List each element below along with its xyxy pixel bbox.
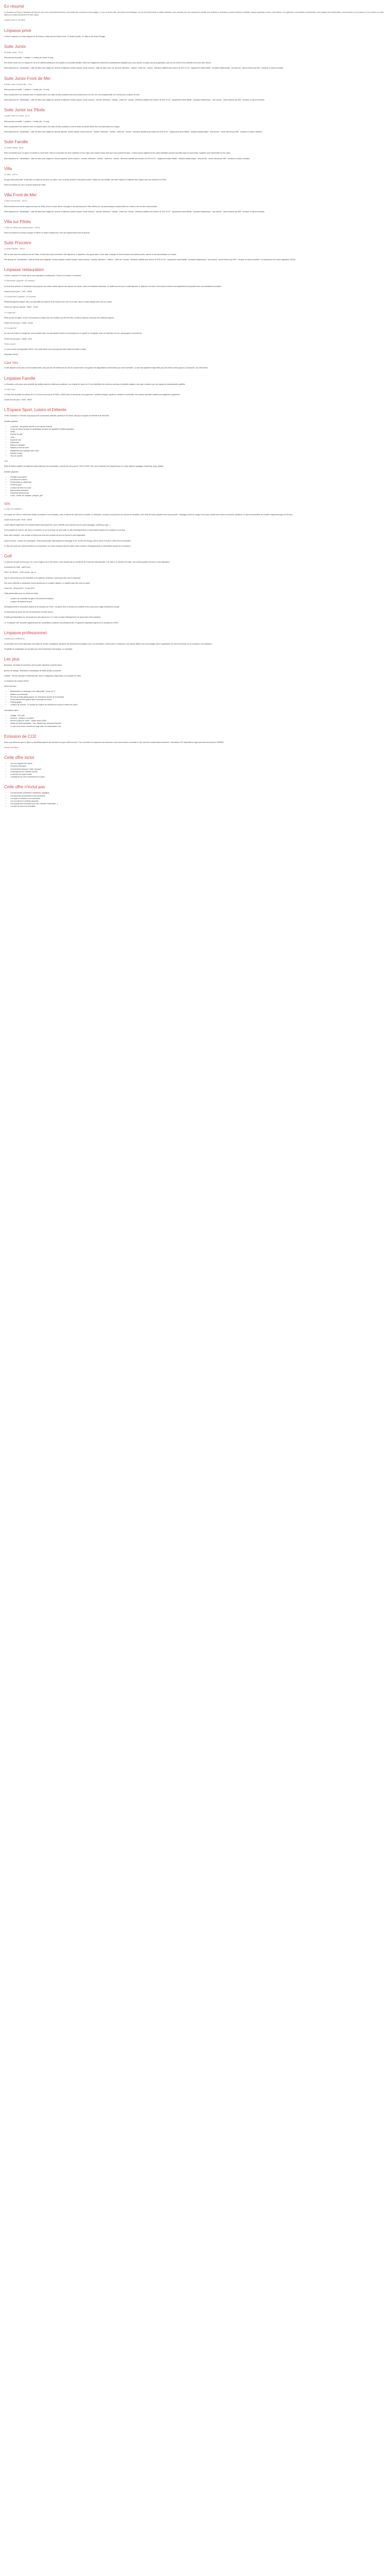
restauration-intro: L'Hôtel Coralisant La Presse met à votre disposition 3 restaurants, 2 bars et un service en chambre. — [4, 275, 82, 277]
restaurant-5-hours: Disponible 24h/24 — [4, 353, 19, 356]
list-item: • Médecin sur demande — [10, 693, 387, 696]
suite-junior-pilotis-desc: Elles comprennent une chambre avec un espace salon, une salle de bains privative et une terrasse sur pilotis offrant une vue imprenable sur le lagon. — [4, 125, 120, 128]
section-cave — [4, 361, 387, 369]
list-item: • Équipement pour plongée avec tuba — [10, 450, 387, 452]
suite-junior-pilotis-title: Suite Junior sur Pilotis — [4, 108, 45, 113]
en-resume-note: Loading Hotel Al The Marel — [4, 19, 25, 22]
en-resume-text: Le Domaine de Pierre & Vacances est situé au cœur d'un environnement boisé, à proximité des commerces et des plages, à 1 km du centre-ville. Aux portes de la Bretagne, sur la côte d'Émeraude, la station balnéaire vous accueille pour des vacances en famille avec activités et animations, piscine extérieure chauffée, espace aquatique couvert, club enfants. Les logements, confortables et fonctionnels, sont équipés d'une kitchenette, d'une terrasse ou d'un balcon, et vous offrent un cadre idéal pour profiter pleinement de votre séjour. — [4, 11, 384, 16]
golf-line-8: La réservation du green-fee est recommandée en haute saison. — [4, 611, 54, 614]
list-item: • Les assurances (annulation, assistance, bagages) — [10, 792, 387, 794]
restaurant-1-name: "Le Barracuda" (capacité : 80 couverts) — [4, 280, 35, 282]
suite-junior-subtitle: 40 Suites Junior - 33 m² — [4, 51, 23, 54]
list-item: • Catamaran — [10, 442, 387, 444]
villa-desc: Du type villa individuelle, la villa offre un cadre de vie privé, au calme, avec un jardin privatif et une piscine privée. Idéale pour les familles, elle offre l'espace et l'intimité d'une maison avec les services d'un hôtel. — [4, 179, 167, 181]
suite-junior-pilotis-subtitle: 4 Suites Junior sur Pilotis - 92 m² — [4, 115, 30, 117]
en-resume-title: En résumé — [4, 4, 24, 9]
suite-junior-mer-subtitle: 8 Suites Junior Front de Mer - 70 m² — [4, 83, 32, 86]
plus-line-4: La réception est ouverte 24h/24 — [4, 680, 29, 682]
suite-famille-title: Suite Famille — [4, 140, 28, 145]
restaurant-1-desc: Au bord de la piscine, ce restaurant vous propose une cuisine variée inspirée des saveurs du monde, dans une ambiance détendue. Un buffet est servi pour le petit-déjeuner, le déjeuner et le dîner. Des soirées à thème sont régulièrement proposées avec des animations musicales. — [4, 285, 222, 287]
list-item: • 2 piscines : une grande piscine et une piscine enfants — [10, 426, 387, 428]
suite-junior-mer-desc: Elles comprennent une chambre avec un espace salon, une salle de bains privative avec une terrasse face à la mer, une vue exceptionnelle sur l'océan pour un séjour de rêve. — [4, 94, 140, 96]
list-item: • Les repas et boissons non mentionnés — [10, 798, 387, 800]
list-item: • Excursions en bateau — [10, 479, 387, 481]
list-item: • Practice de golf — [10, 433, 387, 436]
list-item: • Location de voitures : Le bureau de location de véhicules se trouve à l'entrée de l'hôtel — [10, 704, 387, 706]
restaurant-4-desc: Au cœur de l'hôtel, le Lounge Bar vous accueille dans une atmosphère feutrée et conviviale pour un apéritif ou un digestif, avec une sélection de vins, champagnes et alcools fins. — [4, 332, 142, 335]
golf-line-9: Forfaits golf disponibles sur demande pour des séjours de 3 à 7 nuits, incluant l'hébergement, les green-fees et les transferts. — [4, 616, 101, 619]
section-suite-princiere — [4, 241, 387, 261]
list-item: • Voltage : 220 volts — [10, 715, 387, 717]
list-item: • Bateaux à pédales — [10, 444, 387, 447]
kids-club-desc: Le Kids Club accueille les enfants de 4 à 12 ans tous les jours de 9h00 à 18h00 (sauf le dimanche). Au programme : activités ludiques, sportives, créatives et culturelles. Des soirées spéciales enfants sont également organisées. — [4, 393, 181, 396]
section-offre-exclut — [4, 785, 387, 808]
spa-note-4: Autres services : service de conciergerie, réveil personnalisé, blanchisserie et nettoyage à sec, service de change, prêt de livres et de jeux, coffre-fort à la réception. — [4, 539, 132, 542]
suite-princiere-subtitle: La Suite Princière - 265 m² — [4, 248, 25, 250]
golf-line-10: Le "Coralisant Golf" accueille régulièrement des compétitions amateurs et professionnelles. Programme disponible auprès de la réception de l'hôtel. — [4, 621, 119, 624]
suite-famille-equip: Elles disposent de : climatisation - salle de bains avec baignoire, douche séparée, sèche-cheveux - armoire, téléviseur - minibar - coffre-fort - bureau - télévision satellite avec lecteur de DVD et CD - équipement haute fidélité - réception téléphonique - mini-service - accès Internet par WiFi - terrasse ou balcon meublés. — [4, 157, 250, 160]
golf-line-4: Des cours collectifs ou particuliers sont proposés par un moniteur diplômé. Le matériel peut être loué sur place. — [4, 582, 90, 584]
restaurant-3-desc: Situé au bord du lagon, ce bar vous propose un large choix de cocktails, jus de fruits frais, et autres boissons, ainsi que des collations légères. — [4, 316, 115, 319]
suite-junior-pilotis-capacity: Elles peuvent accueillir : 2 adultes + 1 enfant (de - 12 ans) — [4, 120, 50, 123]
list-item: • Accès Internet WiFi gratuit dans l'ensemble de l'hôtel — [10, 699, 387, 701]
list-item: • Arrivée à partir de 14h00 - Départ avant 12h00 — [10, 720, 387, 722]
restaurant-4-hours: Ouvert tous les jours : 18h00 - 1h00 — [4, 337, 32, 340]
suite-junior-capacity: Elles peuvent accueillir : 2 adultes + 1 enfant (de moins 12 ans) — [4, 57, 54, 59]
pro-note: Possibilité de privatisation du Domaine pour des événements d'envergure, sur demande. — [4, 648, 73, 651]
cave-text: L'hôtel dispose d'une cave à vins exceptionnelle, avec plus de 400 références de vins du monde entier, et organise des dégustations commentées par notre sommelier. La cave est également disponible pour des dîners privés jusqu'à 12 personnes. Sur réservation. — [4, 367, 208, 369]
piscine-title: Lmpasse privé — [4, 28, 31, 33]
section-suite-junior-mer — [4, 76, 387, 102]
suite-princiere-title: Suite Princière — [4, 241, 31, 246]
list-item: • Volley — [10, 431, 387, 433]
spa-desc: Un espace de 1000 m² entièrement dédié à la beauté et à la relaxation, avec 8 cabines de soins dont 2 doubles, un hammam, un sauna, un jacuzzi et une piscine de relaxation. Une carte de soins complète vous est proposée : massages, soins du visage et du corps, beauté des mains et des pieds, épilations. Le Spa est accessible aux adultes uniquement (plus de 16 ans). — [4, 513, 293, 516]
list-item: • Bateaux à fond de verre — [10, 447, 387, 449]
list-item: • Les dépenses personnelles et les pourboires — [10, 795, 387, 798]
villa-note: Elles sont situées au cœur du jardin tropical de l'hôtel. — [4, 184, 46, 187]
section-famille — [4, 376, 387, 402]
suite-junior-equip: Elles disposent de : climatisation - salle de bains avec baignoire, douche à l'italienne, double vasque, sèche-cheveux - salle de bains avec vue, armoire, télévision - minibar - coffre-fort - bureau - télévision satellite avec lecteur de DVD et CD - équipement haute fidélité - réception téléphonique - mini-service - accès Internet par WiFi - terrasse ou balcon meublés. — [4, 67, 284, 70]
restaurant-1-hours: Ouvert tous les jours : 7h00 - 22h30 — [4, 290, 32, 293]
spa-note-2: Il est possible de réserver des soins en chambre ou sur la terrasse de votre suite ou villa. Renseignements et réservations auprès de la réception ou du Spa. — [4, 529, 126, 532]
golf-text: Le parcours de golf 18 trous (par 72), d'une longueur de 6 200 mètres, a été dessiné par un architecte de renommée internationale. Il se situe à 10 minutes de l'hôtel, une navette gratuite est mise à votre disposition. — [4, 561, 170, 564]
emission-text: Nous vous informons que le séjour en Martinique génère des émissions de gaz à effet de serre. Pour connaître et compenser ces émissions, nous vous invitons à consulter le site www.info-compensation-carbone.fr. Calculateur CO2 disponible en ligne (données fournies par l'ADEME). — [4, 741, 224, 743]
sport-loisirs-title: L'Espace Sport, Loisirs et Détente — [4, 408, 67, 413]
suite-famille-desc: Elles sont idéales pour un séjour en famille ou entre amis. Elles se composent de deux chambres et d'un salon avec espace repas, ainsi que d'une grande terrasse. L'hôtel propose également des suites familiales pouvant accueillir jusqu'à 6 personnes, équipées d'une kitchenette et d'un salon. — [4, 152, 231, 155]
gym-title: Gym — [4, 460, 8, 463]
pro-text: Le Domaine met à votre disposition des salles de réunion modulables, équipées des dernières technologies, pour vos séminaires, conférences et réceptions. Une équipe dédiée vous accompagne dans l'organisation de votre événement, de la conception à la réalisation. — [4, 642, 213, 645]
spa-note-3: Dans votre chambre : une trousse de bienvenue avec des produits de soin du Spa est à votre disposition. — [4, 534, 86, 537]
plus-line-2: Bureau de change - Distributeur automatique de billets (DAB) à proximité — [4, 669, 61, 672]
section-emission-co2 — [4, 734, 387, 749]
list-item: • Cartes de crédit acceptées : Visa, MasterCard, American Express — [10, 722, 387, 725]
villa-front-mer-title: Villa Front de Mer — [4, 193, 37, 198]
suite-junior-mer-title: Suite Junior Front de Mer — [4, 76, 51, 81]
list-item: • Les taxes d'aéroport — [10, 765, 387, 768]
list-item: • Kayak de mer — [10, 439, 387, 442]
list-item: • Parking gratuit — [10, 701, 387, 704]
sport-loisirs-intro: L'hôtel Coralisant La Presse vous propose de nombreuses activités sportives et de loisirs, ainsi qu'un espace de détente et de bien-être. — [4, 415, 110, 417]
suite-junior-desc: Des Suites Junior sont un espace de vie et de détente parfait pour les couples ou les petites familles. Elles sont élégamment décorées et parfaitement équipées pour vous assurer un séjour des plus agréables, avec tout le confort et la modernité dont vous avez besoin. — [4, 62, 211, 64]
famille-title: Lmpasse Famille — [4, 376, 36, 381]
list-item: • Le port d'une tenue correcte est exigé dans les restaurants le soir — [10, 725, 387, 728]
services-list — [4, 690, 387, 706]
villa-front-mer-subtitle: 4 Villas Front de Mer - 130 m² — [4, 200, 27, 202]
section-suite-junior-pilotis — [4, 108, 387, 133]
villa-subtitle: 12 Villas - 130 m² — [4, 173, 18, 176]
villa-front-mer-equip: Elles disposent de : climatisation - salle de bains avec baignoire, douche à l'italienne, double vasque, sèche-cheveux - armoire, téléviseur - minibar - coffre-fort - bureau - télévision satellite avec lecteur de DVD et CD - équipement haute fidélité - réception téléphonique - mini-service - accès Internet par WiFi - terrasse ou balcon meublés. — [4, 210, 265, 213]
info-list — [4, 715, 387, 728]
suite-princiere-desc: Elle se situe dans une partie privée de l'hôtel, à l'écart des autres chambres. Elle dispose de 2 chambres, d'un grand salon, d'une salle à manger et d'une terrasse avec piscine privée, jacuzzi et vue panoramique sur l'océan. — [4, 253, 177, 256]
section-villa-sur-pilotis — [4, 219, 387, 234]
restaurant-5-name: "Room service" — [4, 343, 17, 345]
piscine-text: L'Hôtel Coralisant La Presse dispose de 89 Suites et Villas dont 64 Suites vivres, 12 Suites Famille, 12 Villas et une Suite Prestige. — [4, 35, 106, 38]
spa-hours: Ouvert tous les jours : 9h00 - 20h00 — [4, 518, 32, 521]
section-villa-front-mer — [4, 193, 387, 213]
list-item: • Planche à voile — [10, 452, 387, 455]
suite-junior-mer-capacity: Elles peuvent accueillir : 2 adultes + 1 enfant (de - 12 ans) — [4, 88, 50, 91]
plus-line-3: Librairie : Presse française et internationale, livres et magazines disponibles à la boutique de l'hôtel — [4, 674, 81, 677]
golf-line-5: Green fee : 18 trous 80 € - 9 trous 50 € — [4, 587, 35, 590]
page — [0, 0, 391, 816]
list-item: • L'hébergement en chambre double — [10, 771, 387, 773]
section-offre-inclut — [4, 755, 387, 778]
services-title: Autres services : — [4, 685, 18, 688]
list-item: • Promenades en catamaran — [10, 481, 387, 484]
list-item: • Service de baby-sitting payant, sur réservation auprès de la réception — [10, 696, 387, 699]
restauration-title: Lmpasse restauration — [4, 267, 44, 273]
pro-subtitle: Facilités pour conférences — [4, 637, 25, 640]
spa-note-5: Le Spa est ouvert aux clients extérieurs sur réservation. Les soins proposés peuvent varier selon la saison. Renseignements et réservations auprès de la réception. — [4, 545, 131, 547]
restaurant-2-name: "Le Grand Récif" (capacité : 60 couverts) — [4, 295, 36, 298]
list-item: • L'assistance de notre représentant sur place — [10, 776, 387, 778]
section-suite-junior — [4, 44, 387, 70]
list-item: • Les frais de visa et de formalités — [10, 805, 387, 808]
cave-title: Cave Vins — [4, 362, 19, 365]
list-item: • Randonnées pédestres — [10, 489, 387, 492]
list-item: • Les transferts aéroport / hôtel / aéroport — [10, 768, 387, 771]
section-piscine — [4, 28, 387, 38]
golf-line-7: Renseignements et réservation auprès de la réception de l'hôtel. Les green-fees, la location du matériel et les cours sont à régler directement au golf. — [4, 605, 120, 608]
offre-title: Cette offre inclut — [4, 755, 35, 760]
restaurant-5-desc: Le room service est disponible 24h/24. Une carte variée vous est proposée dans toutes les suites et villas. — [4, 348, 87, 350]
golf-title: Golf — [4, 554, 12, 559]
section-les-plus — [4, 657, 387, 727]
section-golf — [4, 554, 387, 624]
section-restauration — [4, 267, 387, 356]
list-item: • Les vols réguliers Air France — [10, 762, 387, 765]
section-villa — [4, 166, 387, 187]
suite-junior-title: Suite Junior — [4, 44, 26, 49]
restaurant-4-name: "Le Lounge Bar" — [4, 327, 17, 330]
list-item: • Les suppléments éventuels (vue mer, chambre individuelle...) — [10, 803, 387, 805]
emission-tag: Aéroport de départ — [4, 746, 19, 749]
spa-note-1: L'hôtel dispose également d'un espace fitness dans lequel des cours collectifs sont proposés tous les jours (aquagym, stretching, yoga...). — [4, 524, 111, 527]
list-item: • Pêche au gros — [10, 484, 387, 486]
list-item: • Voile — [10, 436, 387, 439]
list-item: • Location de matériel de golf — [10, 601, 387, 603]
exclut-list — [4, 792, 387, 808]
offre-list — [4, 762, 387, 778]
list-item: • Location de voiturettes de golf et de chariots électriques — [10, 598, 387, 600]
suite-famille-subtitle: 12 Suites Famille - 86 m² — [4, 147, 24, 149]
list-item: • Courts de tennis éclairés en synthétique (location de raquettes et balles payantes) — [10, 428, 387, 431]
spa-name: "Le Spa de Coralisant" — [4, 508, 22, 511]
emission-title: Emission de CO2 — [4, 734, 37, 739]
golf-line-3: Golf en accès libre pour les débutants et les golfeurs confirmés. Club house avec bar et restaurant. — [4, 577, 81, 579]
list-item: • La formule de repas choisie — [10, 773, 387, 776]
exclut-title: Cette offre n'inclut pas — [4, 785, 45, 790]
section-professionnel — [4, 631, 387, 651]
villa-title: Villa — [4, 166, 12, 171]
section-spa — [4, 502, 387, 548]
list-item: • Plongée sous-marine — [10, 476, 387, 479]
kids-club-name: "Le Kids Club" — [4, 388, 15, 391]
kids-club-hours: Ouvert tous les jours : 9h00 - 18h00 — [4, 399, 32, 401]
plus-line-1: Boutiques : Boutique de souvenirs, prêt-à-porter, bijouterie, produits locaux — [4, 664, 62, 667]
restaurant-3-name: "Le Lagon bar" — [4, 311, 16, 314]
restaurant-2-desc: Restaurant gastronomique, avec une spécialité de poissons et de fruits de mer, servi à la carte, dans un cadre élégant avec vue sur l'océan. — [4, 301, 112, 303]
villa-sur-pilotis-desc: Elles sont situées au-dessus du lagon et offrent un cadre exceptionnel, avec des équipements haut de gamme. — [4, 232, 90, 234]
golf-line-1: A proximité de l'hôtel : golf 9 trous — [4, 566, 30, 569]
list-item: • Blanchisserie et nettoyage à sec (disponible 7 jours sur 7) — [10, 690, 387, 693]
free-activities-list — [4, 426, 387, 457]
spa-title: SPA — [4, 503, 10, 506]
suite-junior-mer-equip: Elles disposent de : climatisation - salle de bains avec baignoire, douche à l'italienne, double vasque, sèche-cheveux - armoire, téléviseur - minibar - coffre-fort - bureau - télévision satellite avec lecteur de DVD et CD - équipement haute fidélité - réception téléphonique - mini-service - accès Internet par WiFi - terrasse ou balcon meublés. — [4, 99, 265, 101]
info-title: Informations utiles : — [4, 709, 20, 711]
list-item: • Parachute ascensionnel — [10, 492, 387, 495]
list-item: • Animaux : Animaux non admis — [10, 717, 387, 720]
villa-sur-pilotis-title: Villa sur Pilotis — [4, 219, 31, 225]
suite-princiere-equip: Elle dispose de : climatisation - salle de bains avec baignoire, douche séparée, double vasque, sèche-cheveux - armoire, téléviseur - minibar - coffre-fort - bureau - télévision satellite avec lecteur de DVD et CD - équipement haute fidélité - réception téléphonique - mini-service - accès Internet par WiFi - terrasse ou balcon meublés. Un majordome est à votre disposition 24h/24. — [4, 258, 296, 261]
paid-activities-list — [4, 476, 387, 498]
suite-junior-pilotis-equip: Elles disposent de : climatisation - salle de bains avec baignoire, douche séparée, double vasque, sèche-cheveux - armoire, téléviseur - minibar - coffre-fort - bureau - télévision satellite avec lecteur de DVD et CD - équipement haute fidélité - réception téléphonique - mini-service - accès Internet par WiFi - terrasse ou balcon meublés. — [4, 131, 263, 133]
villa-sur-pilotis-subtitle: 2 Villas sur Pilotis avec piscine privée - 230 m² — [4, 227, 40, 229]
restaurant-3-hours: Ouvert tous les jours : 10h00 - minuit — [4, 321, 33, 324]
list-item: • Location de vélo et scooter — [10, 487, 387, 489]
list-item: • Les excursions et activités payantes — [10, 800, 387, 803]
plus-title: Les plus — [4, 657, 20, 662]
famille-text: Le Domaine a été pensé pour accueillir les familles dans les meilleures conditions. Les enfants de moins de 12 ans bénéficient de nombreux services et activités adaptés à leur âge, encadrés par une équipe de professionnels qualifiés. — [4, 383, 186, 385]
section-suite-famille — [4, 140, 387, 160]
golf-line-6: Tarifs préférentiels pour les clients de l'hôtel. — [4, 592, 39, 595]
section-en-resume — [4, 4, 387, 22]
golf-line-2: GOLF 18 TROUS - 6 200 mètres - par 72 — [4, 571, 37, 574]
activities-title: Activités gratuites : — [4, 420, 19, 422]
list-item: • Jeux de société — [10, 455, 387, 457]
restaurant-2-hours: Ouvert du mardi au samedi : 19h30 - 22h30 — [4, 306, 38, 309]
gym-text: Salle de fitness équipée de matériels cardio-training et de musculation, ouverte tous les jours de 7h00 à 21h00. Des cours collectifs sont dispensés par un coach diplômé (aquagym, stretching, yoga, pilates). — [4, 465, 164, 468]
pro-title: Lmpasse professionnel — [4, 630, 47, 635]
golf-list — [4, 598, 387, 603]
paid-activities-title: Activités payantes : — [4, 470, 20, 473]
villa-front-mer-desc: Elles bénéficient du même équipement que les Villas, avec un accès direct à la plage et une piscine privée. Elles offrent une vue panoramique exceptionnelle sur l'océan et sur les îles environnantes. — [4, 205, 158, 208]
list-item: • Cours : tennis, ski nautique, plongée, golf — [10, 495, 387, 497]
section-sport-loisirs — [4, 408, 387, 497]
